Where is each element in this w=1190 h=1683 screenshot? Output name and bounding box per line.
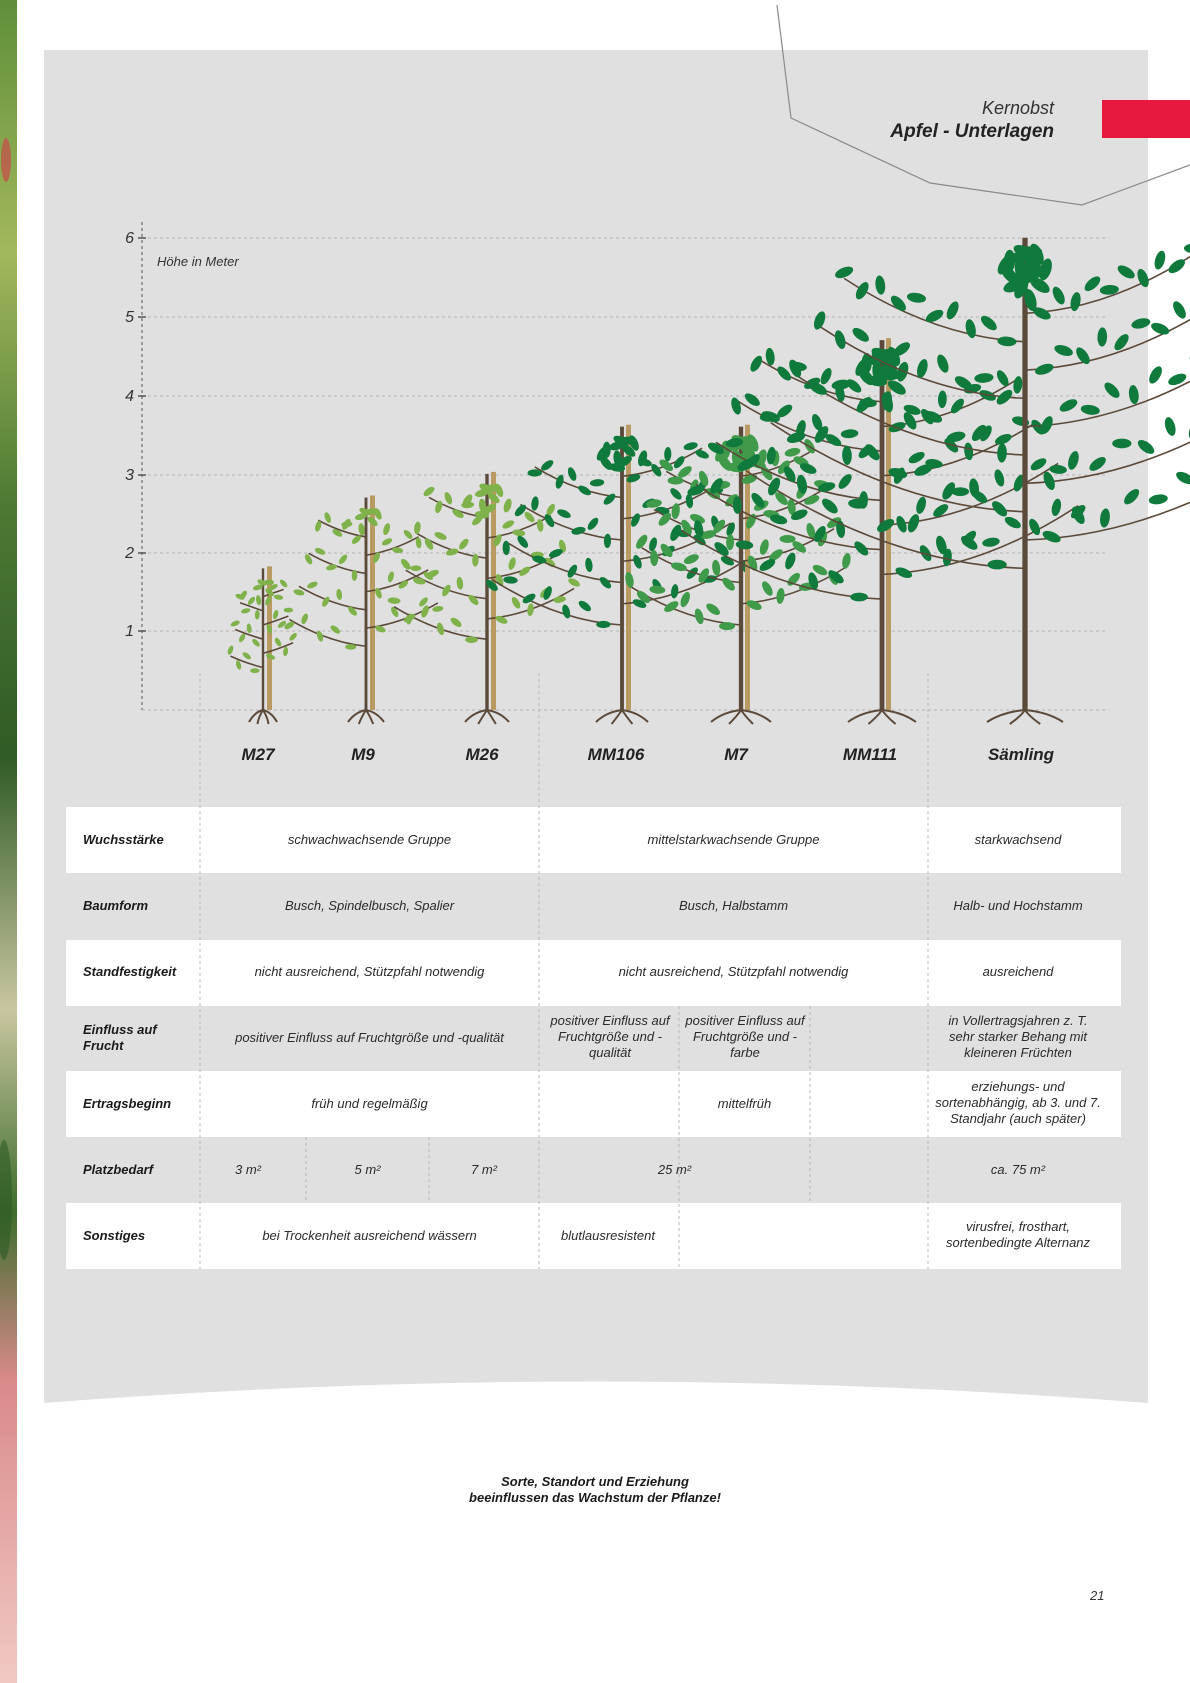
rootstock-saemling: Sämling <box>987 745 1055 764</box>
row-label-wuchsstaerke: Wuchsstärke <box>83 832 164 847</box>
y-tick-6: 6 <box>125 230 134 247</box>
row-label-platzbedarf: Platzbedarf <box>83 1162 154 1177</box>
cell-einfluss-m7: positiver Einfluss auf Fruchtgröße und -farbe <box>685 1013 805 1060</box>
cell-wuchsstaerke-mittel: mittelstarkwachsende Gruppe <box>647 832 820 847</box>
cell-sonstiges-schwach: bei Trockenheit ausreichend wässern <box>262 1228 477 1243</box>
footer-note-line1: Sorte, Standort und Erziehung <box>501 1474 689 1489</box>
cell-baumform-schwach: Busch, Spindelbusch, Spalier <box>284 898 455 913</box>
y-axis-label: Höhe in Meter <box>157 254 239 269</box>
cell-wuchsstaerke-schwach: schwachwachsende Gruppe <box>287 832 452 847</box>
cell-einfluss-stark: in Vollertragsjahren z. T. sehr starker Behang mit kleineren Früchten <box>948 1013 1088 1060</box>
rootstock-m27: M27 <box>241 745 275 764</box>
row-label-standfestigkeit: Standfestigkeit <box>83 964 177 979</box>
cell-sonstiges-stark: virusfrei, frosthart, sortenbedingte Alternanz <box>945 1219 1091 1250</box>
footer-note <box>395 1474 795 1506</box>
cell-ertragsbeginn-mittel: mittelfrüh <box>717 1096 772 1111</box>
page-title: Apfel - Unterlagen <box>890 121 1054 142</box>
footer-note-line2: beeinflussen das Wachstum der Pflanze! <box>469 1490 721 1505</box>
cell-platzbedarf-m27: 3 m² <box>235 1162 261 1177</box>
cell-platzbedarf-mittel: 25 m² <box>657 1162 692 1177</box>
y-tick-1: 1 <box>125 623 134 640</box>
cell-ertragsbeginn-schwach: früh und regelmäßig <box>311 1096 428 1111</box>
cell-standfestigkeit-stark: ausreichend <box>982 964 1054 979</box>
row-label-sonstiges: Sonstiges <box>83 1228 146 1243</box>
row-label-baumform: Baumform <box>83 898 149 913</box>
cell-baumform-stark: Halb- und Hochstamm <box>953 898 1083 913</box>
cell-platzbedarf-stark: ca. 75 m² <box>990 1162 1046 1177</box>
row-label-einfluss: Einfluss auf Frucht <box>83 1022 157 1053</box>
cell-standfestigkeit-schwach: nicht ausreichend, Stützpfahl notwendig <box>254 964 485 979</box>
row-label-ertragsbeginn: Ertragsbeginn <box>83 1096 172 1111</box>
y-tick-4: 4 <box>125 388 134 405</box>
page-number: 21 <box>1090 1588 1105 1603</box>
cell-einfluss-mm106: positiver Einfluss auf Fruchtgröße und -qualität <box>550 1013 670 1060</box>
rootstock-mm106: MM106 <box>587 745 645 764</box>
rootstock-m9: M9 <box>351 745 375 764</box>
rootstock-m7: M7 <box>724 745 748 764</box>
cell-ertragsbeginn-stark: erziehungs- und sortenabhängig, ab 3. und 7. Standjahr (auch später) <box>935 1079 1101 1126</box>
rootstock-mm111: MM111 <box>842 745 898 764</box>
y-tick-5: 5 <box>125 309 134 326</box>
cell-einfluss-schwach: positiver Einfluss auf Fruchtgröße und -qualität <box>235 1030 504 1045</box>
cell-sonstiges-mm106: blutlausresistent <box>561 1228 655 1243</box>
cell-platzbedarf-m9: 5 m² <box>354 1162 381 1177</box>
y-tick-2: 2 <box>125 545 134 562</box>
cell-wuchsstaerke-stark: starkwachsend <box>974 832 1062 847</box>
cell-standfestigkeit-mittel: nicht ausreichend, Stützpfahl notwendig <box>618 964 849 979</box>
cell-platzbedarf-m26: 7 m² <box>471 1162 497 1177</box>
y-tick-3: 3 <box>125 467 134 484</box>
category-label: Kernobst <box>981 98 1054 118</box>
cell-baumform-mittel: Busch, Halbstamm <box>678 898 789 913</box>
rootstock-m26: M26 <box>465 745 499 764</box>
